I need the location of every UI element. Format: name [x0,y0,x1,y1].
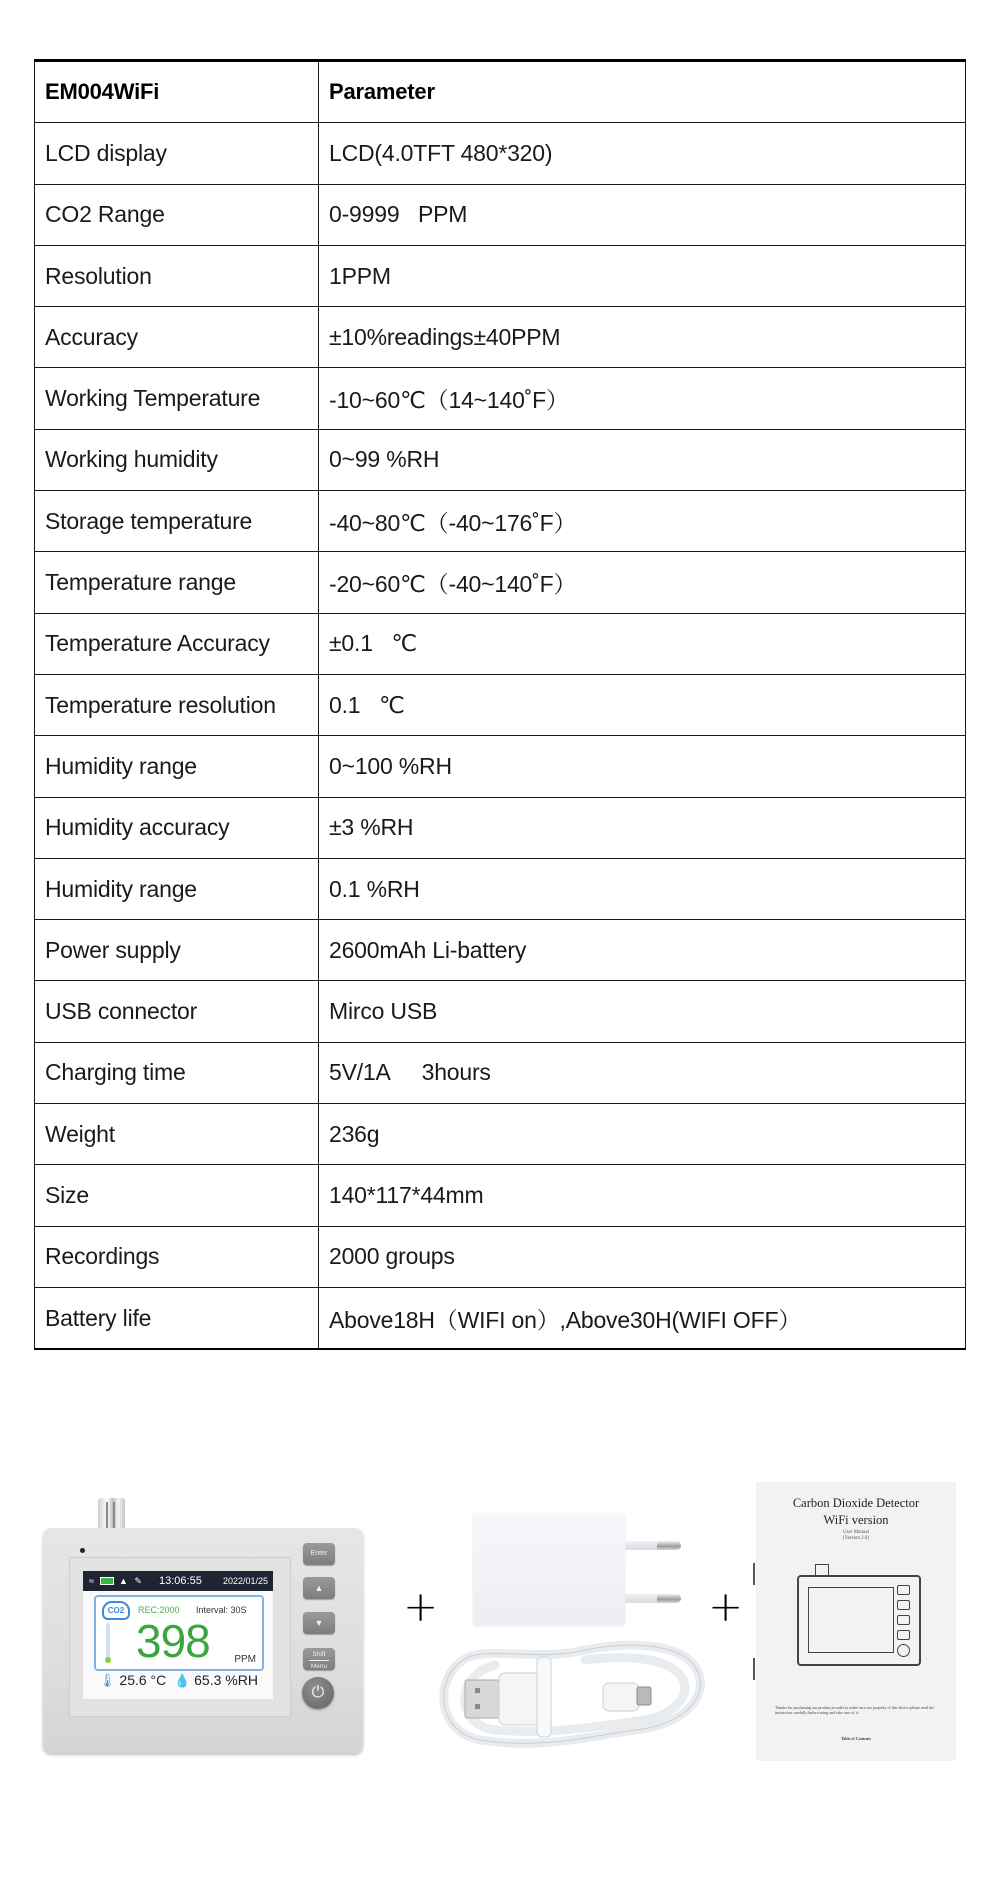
row-label: Temperature Accuracy [35,613,319,674]
manual-power-button-drawing [897,1644,910,1657]
row-label: Temperature resolution [35,674,319,735]
row-label: Battery life [35,1287,319,1349]
row-label: Working humidity [35,429,319,490]
manual-button-drawing [897,1615,910,1625]
plus-separator: + [403,1582,439,1631]
table-row [35,858,966,919]
table-row [35,674,966,735]
down-button[interactable] [303,1612,335,1634]
enter-button[interactable]: Enter [303,1543,335,1565]
table-row [35,184,966,245]
manual-button-drawing [897,1630,910,1640]
row-label: LCD display [35,123,319,184]
screen-date: 2022/01/25 [222,1576,268,1586]
row-value: 0~99 %RH [319,429,966,490]
manual-button-drawing [897,1600,910,1610]
header-model: EM004WiFi [35,61,319,123]
shift-menu-button[interactable] [303,1648,335,1670]
row-value: LCD(4.0TFT 480*320) [319,123,966,184]
table-header-row [35,61,966,123]
humidity-reading: 65.3 %RH [194,1672,258,1688]
env-readings [99,1672,258,1689]
pen-icon: ✎ [134,1575,144,1586]
screen-bezel [69,1557,291,1717]
package-contents [0,1470,1000,1790]
manual-subtitle-line2: (Version 2.0) [842,1536,870,1541]
row-label: Size [35,1165,319,1226]
row-label: Humidity range [35,736,319,797]
table-row [35,491,966,552]
plus-separator: + [708,1582,744,1631]
button-divider [309,1660,329,1661]
row-label: Accuracy [35,307,319,368]
row-value: 2000 groups [319,1226,966,1287]
manual-subtitle-line1: User Manual [843,1530,869,1535]
table-row [35,245,966,306]
status-icons [89,1576,149,1587]
co2-level-gauge [106,1623,110,1661]
row-value: Mirco USB [319,981,966,1042]
row-label: Weight [35,1104,319,1165]
table-row [35,1042,966,1103]
table-row [35,1287,966,1349]
row-label: Recordings [35,1226,319,1287]
staple-mark [753,1563,755,1585]
indicator-led [80,1548,85,1553]
row-label: Storage temperature [35,491,319,552]
manual-subtitle [757,1530,955,1542]
row-value: 2600mAh Li-battery [319,920,966,981]
row-value: -40~80℃（-40~176˚F） [319,491,966,552]
usb-cable-icon [435,1635,710,1750]
table-row [35,368,966,429]
row-label: Working Temperature [35,368,319,429]
staple-mark [753,1658,755,1680]
manual-title-line2: WiFi version [823,1513,889,1527]
row-value: 0.1 ℃ [319,674,966,735]
status-bar [83,1571,273,1591]
table-row [35,552,966,613]
arrow-up-icon: ▲ [314,1583,324,1593]
row-value: 0.1 %RH [319,858,966,919]
user-manual-image [757,1483,955,1760]
device-screen [83,1571,273,1699]
table-row [35,920,966,981]
row-value: ±3 %RH [319,797,966,858]
sensor-tube [98,1498,125,1530]
battery-icon [100,1577,114,1585]
arrow-down-icon: ▼ [314,1618,324,1628]
row-value: -10~60℃（14~140˚F） [319,368,966,429]
manual-toc-heading: Table of Contents [840,1736,872,1741]
record-count: REC:2000 [138,1605,180,1615]
manual-button-drawing [897,1585,910,1595]
usb-cable-image [435,1635,710,1750]
row-value: Above18H（WIFI on）,Above30H(WIFI OFF） [319,1287,966,1349]
table-row [35,307,966,368]
table-row [35,1165,966,1226]
power-button[interactable] [302,1677,334,1709]
row-label: Humidity accuracy [35,797,319,858]
screen-time: 13:06:55 [159,1575,202,1587]
row-value: ±0.1 ℃ [319,613,966,674]
bell-icon: ▲ [118,1575,130,1586]
manual-title [757,1495,955,1529]
manual-title-line1: Carbon Dioxide Detector [792,1496,920,1510]
co2-reading-card [94,1595,264,1671]
shift-label: Shift [312,1651,326,1658]
device-body [43,1528,363,1753]
table-row [35,1226,966,1287]
charger-prong [625,1594,681,1603]
manual-intro-text: Thanks for purchasing our product,in order to make sure use properly of this device,please read the instruction carefully before using and take care of it. [775,1705,934,1715]
row-value: 236g [319,1104,966,1165]
table-row [35,981,966,1042]
table-row [35,613,966,674]
co2-unit: PPM [234,1654,256,1665]
co2-value: 398 [136,1615,210,1667]
co2-cloud-icon: CO2 [102,1601,130,1620]
row-label: Power supply [35,920,319,981]
row-value: 1PPM [319,245,966,306]
row-label: Charging time [35,1042,319,1103]
header-parameter: Parameter [319,61,966,123]
thermometer-icon: 🌡 [99,1673,116,1688]
table-row [35,429,966,490]
table-row [35,1104,966,1165]
charger-prong [625,1541,681,1550]
row-label: USB connector [35,981,319,1042]
row-value: 0-9999 PPM [319,184,966,245]
row-value: -20~60℃（-40~140˚F） [319,552,966,613]
power-icon: ⏻ [311,1684,325,1701]
row-label: Resolution [35,245,319,306]
row-value: 140*117*44mm [319,1165,966,1226]
row-value: 5V/1A 3hours [319,1042,966,1103]
table-row [35,736,966,797]
table-row [35,797,966,858]
up-button[interactable] [303,1577,335,1599]
water-drops-icon: 💧 [174,1673,191,1688]
row-value: 0~100 %RH [319,736,966,797]
row-label: Temperature range [35,552,319,613]
row-value: ±10%readings±40PPM [319,307,966,368]
manual-device-drawing [797,1575,921,1666]
manual-screen-drawing [808,1587,894,1653]
row-label: Humidity range [35,858,319,919]
temperature-reading: 25.6 °C [119,1672,167,1688]
table-row [35,123,966,184]
row-label: CO2 Range [35,184,319,245]
spec-table [34,59,966,1350]
charger-body [473,1514,625,1626]
wifi-icon: ≈ [89,1575,96,1586]
record-interval: Interval: 30S [196,1605,247,1615]
menu-label: Menu [310,1663,328,1670]
